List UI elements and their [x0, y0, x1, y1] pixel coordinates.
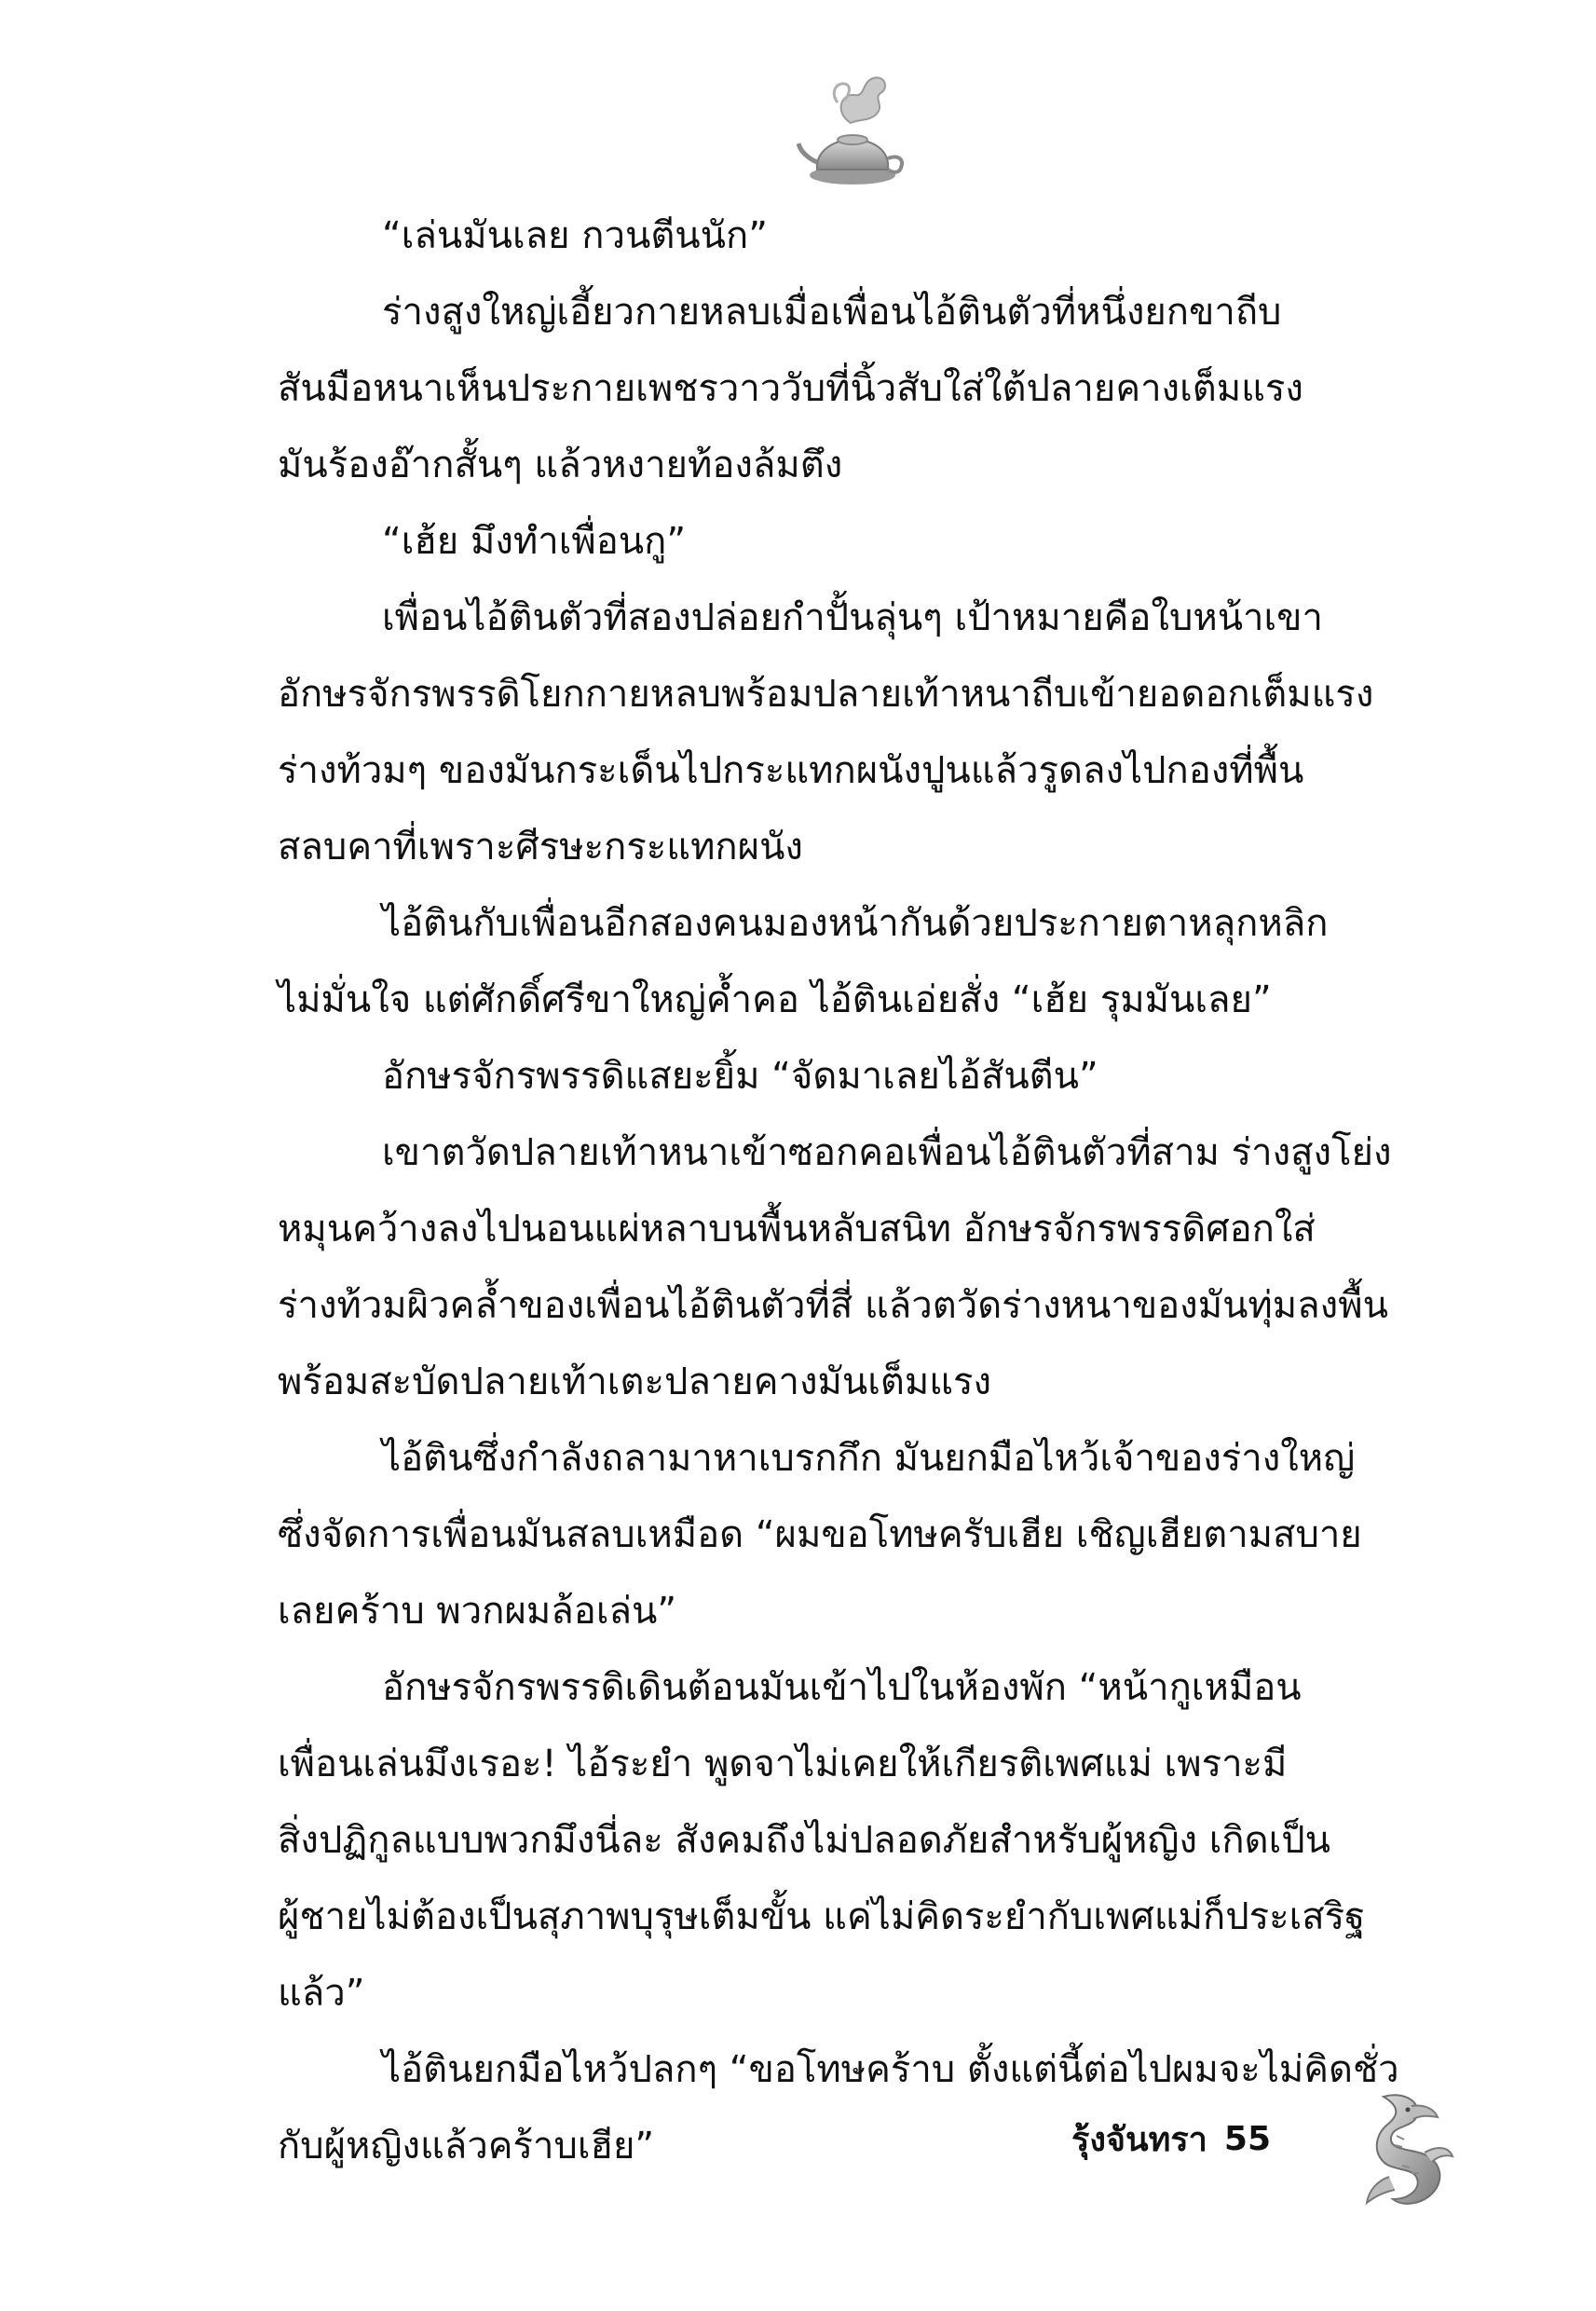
- text-line: ไอ้ตินกับเพื่อนอีกสองคนมองหน้ากันด้วยประกายตาหลุกหลิก: [382, 902, 1329, 945]
- text-line: อักษรจักรพรรดิโยกกายหลบพร้อมปลายเท้าหนาถีบเข้ายอดอกเต็มแรง: [278, 673, 1374, 716]
- text-line: สลบคาที่เพราะศีรษะกระแทกผนัง: [278, 826, 803, 868]
- page-footer: [1071, 2101, 1271, 2176]
- text-line: “เล่นมันเลย กวนตีนนัก”: [382, 214, 768, 257]
- text-line: ผู้ชายไม่ต้องเป็นสุภาพบุรุษเต็มขั้น แค่ไม่คิดระยำกับเพศแม่ก็ประเสริฐ: [278, 1895, 1366, 1938]
- text-line: พร้อมสะบัดปลายเท้าเตะปลายคางมันเต็มแรง: [278, 1361, 992, 1403]
- text-line: ไม่มั่นใจ แต่ศักดิ์ศรีขาใหญ่ค้ำคอ ไอ้ตินเอ่ยสั่ง “เฮ้ย รุมมันเลย”: [278, 978, 1272, 1021]
- dragon-ornament-icon: [1356, 2087, 1458, 2218]
- text-line: มันร้องอ๊ากสั้นๆ แล้วหงายท้องล้มตึง: [278, 444, 843, 486]
- page-number: 55: [1223, 2119, 1272, 2158]
- text-line: ร่างท้วมๆ ของมันกระเด็นไปกระแทกผนังปูนแล้วรูดลงไปกองที่พื้น: [278, 749, 1304, 792]
- text-line: เลยคร้าบ พวกผมล้อเล่น”: [278, 1590, 677, 1633]
- text-line: เขาตวัดปลายเท้าหนาเข้าซอกคอเพื่อนไอ้ตินตัวที่สาม ร่างสูงโย่ง: [382, 1131, 1392, 1174]
- text-line: แล้ว”: [278, 1972, 365, 2015]
- text-line: ร่างท้วมผิวคล้ำของเพื่อนไอ้ตินตัวที่สี่ แล้วตวัดร่างหนาของมันทุ่มลงพื้น: [278, 1284, 1388, 1327]
- text-line: ซึ่งจัดการเพื่อนมันสลบเหมือด “ผมขอโทษครับเฮีย เชิญเฮียตามสบาย: [278, 1513, 1362, 1556]
- text-line: อักษรจักรพรรดิเดินต้อนมันเข้าไปในห้องพัก “หน้ากูเหมือน: [382, 1666, 1302, 1709]
- text-line: เพื่อนเล่นมึงเรอะ! ไอ้ระยำ พูดจาไม่เคยให้เกียรติเพศแม่ เพราะมี: [278, 1743, 1288, 1785]
- text-line: อักษรจักรพรรดิแสยะยิ้ม “จัดมาเลยไอ้สันตีน”: [382, 1055, 1098, 1098]
- body-text: [278, 198, 1433, 2184]
- text-line: สิ่งปฏิกูลแบบพวกมึงนี่ละ สังคมถึงไม่ปลอดภัยสำหรับผู้หญิง เกิดเป็น: [278, 1819, 1331, 1862]
- text-line: ร่างสูงใหญ่เอี้ยวกายหลบเมื่อเพื่อนไอ้ตินตัวที่หนึ่งยกขาถีบ: [382, 291, 1282, 334]
- text-line: กับผู้หญิงแล้วคร้าบเฮีย”: [278, 2125, 655, 2167]
- book-title: รุ้งจันทรา: [1071, 2120, 1207, 2159]
- text-line: ไอ้ตินยกมือไหว้ปลกๆ “ขอโทษคร้าบ ตั้งแต่นี้ต่อไปผมจะไม่คิดชั่ว: [382, 2048, 1399, 2091]
- text-line: สันมือหนาเห็นประกายเพชรวาววับที่นิ้วสับใส่ใต้ปลายคางเต็มแรง: [278, 367, 1303, 410]
- text-line: เพื่อนไอ้ตินตัวที่สองปล่อยกำปั้นลุ่นๆ เป้าหมายคือใบหน้าเขา: [382, 596, 1323, 639]
- teapot-ornament-icon: [797, 65, 908, 205]
- text-line: หมุนคว้างลงไปนอนแผ่หลาบนพื้นหลับสนิท อักษรจักรพรรดิศอกใส่: [278, 1208, 1316, 1251]
- text-line: “เฮ้ย มึงทำเพื่อนกู”: [382, 520, 687, 563]
- text-line: ไอ้ตินซึ่งกำลังถลามาหาเบรกกึก มันยกมือไหว้เจ้าของร่างใหญ่: [382, 1437, 1356, 1480]
